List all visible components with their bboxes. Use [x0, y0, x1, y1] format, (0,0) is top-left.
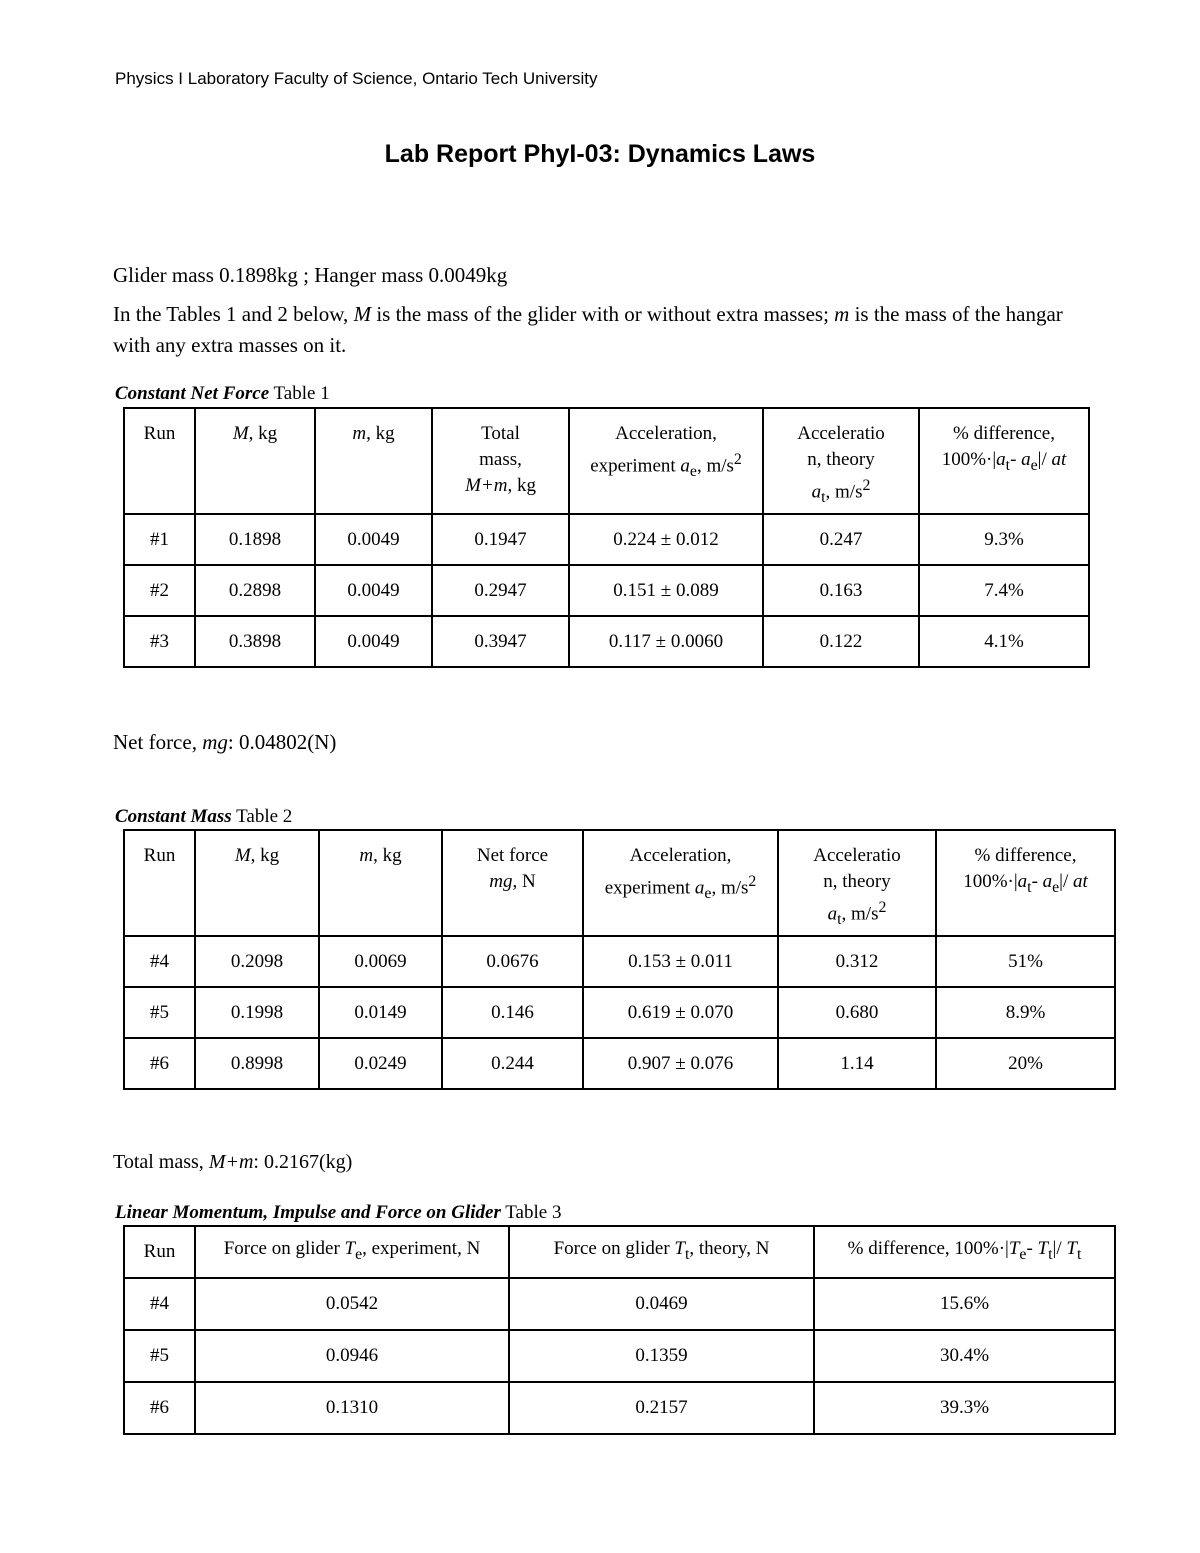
- cell-difference: 15.6%: [814, 1278, 1115, 1330]
- cell-acc-theory: 0.247: [763, 514, 919, 565]
- cell-m: 0.0049: [315, 616, 432, 667]
- cell-acc-exp: 0.151 ± 0.089: [569, 565, 763, 616]
- cell-difference: 8.9%: [936, 987, 1115, 1038]
- table2-caption-bold: Constant Mass: [115, 806, 232, 827]
- cell-M: 0.2898: [195, 565, 315, 616]
- intro-text-1: In the Tables 1 and 2 below,: [113, 302, 354, 326]
- table-row: [124, 1330, 1115, 1382]
- cell-difference: 51%: [936, 936, 1115, 987]
- net-force-line: Net force, mg: 0.04802(N): [113, 730, 337, 754]
- table2-header-m: m, kg: [319, 830, 442, 936]
- table-row: [124, 1278, 1115, 1330]
- cell-difference: 7.4%: [919, 565, 1089, 616]
- cell-net-force: 0.0676: [442, 936, 583, 987]
- table-row: [124, 1382, 1115, 1434]
- total-mass-var: M+m: [208, 1151, 254, 1173]
- intro-text-3: is the mass of the hangar with any extra masses on it.: [113, 302, 1063, 357]
- cell-m: 0.0149: [319, 987, 442, 1038]
- cell-acc-exp: 0.907 ± 0.076: [583, 1038, 778, 1089]
- cell-m: 0.0249: [319, 1038, 442, 1089]
- table2-caption-rest: Table 2: [231, 806, 293, 827]
- table2-constant-mass: [123, 829, 1116, 1090]
- table3-header-difference: % difference, $100\%\cdot|T_e-$ $T_t|/$ $T_t$: [814, 1226, 1115, 1278]
- cell-run: #6: [124, 1038, 195, 1089]
- cell-acc-theory: 0.122: [763, 616, 919, 667]
- table1-header-difference: % difference, $100\%\cdot|a_t-$ $a_e|/$ at: [919, 408, 1089, 514]
- cell-force-exp: 0.0542: [195, 1278, 509, 1330]
- table3-header-force-exp: Force on glider $T_e$, experiment, N: [195, 1226, 509, 1278]
- cell-difference: 30.4%: [814, 1330, 1115, 1382]
- table3-caption-bold: Linear Momentum, Impulse and Force on Glider: [115, 1202, 501, 1223]
- table2-caption: [115, 806, 292, 828]
- table2-header-M: M, kg: [195, 830, 319, 936]
- table1-header-M: M, kg: [195, 408, 315, 514]
- total-mass-line: Total mass, M+m: 0.2167(kg): [113, 1151, 353, 1173]
- table1-constant-net-force: [123, 407, 1090, 668]
- cell-acc-theory: 0.163: [763, 565, 919, 616]
- cell-acc-theory: 1.14: [778, 1038, 936, 1089]
- table1-caption-bold: Constant Net Force: [115, 383, 270, 404]
- table2-header-run: Run: [124, 830, 195, 936]
- cell-force-theory: 0.1359: [509, 1330, 814, 1382]
- table1-header-acc-exp: Acceleration, experiment $a_e$, $m/s^2$: [569, 408, 763, 514]
- cell-acc-exp: 0.224 ± 0.012: [569, 514, 763, 565]
- page-header: Physics I Laboratory Faculty of Science, Ontario Tech University: [115, 69, 598, 88]
- intro-var-M: M: [353, 302, 372, 326]
- masses-line: Glider mass 0.1898kg ; Hanger mass 0.0049kg: [113, 263, 508, 287]
- table2-header-acc-theory: Acceleratio n, theory $a_t$, $m/s^2$: [778, 830, 936, 936]
- cell-acc-theory: 0.312: [778, 936, 936, 987]
- table-row: [124, 1038, 1115, 1089]
- cell-total-mass: 0.2947: [432, 565, 569, 616]
- cell-force-theory: 0.2157: [509, 1382, 814, 1434]
- cell-run: #3: [124, 616, 195, 667]
- cell-run: #2: [124, 565, 195, 616]
- cell-force-exp: 0.1310: [195, 1382, 509, 1434]
- table3-linear-momentum: [123, 1225, 1116, 1435]
- cell-M: 0.1898: [195, 514, 315, 565]
- table1-header-row: [124, 408, 1089, 514]
- cell-difference: 20%: [936, 1038, 1115, 1089]
- table3-header-force-theory: Force on glider $T_t$, theory, N: [509, 1226, 814, 1278]
- table1-header-m: m, kg: [315, 408, 432, 514]
- table2-header-net-force: Net force mg, N: [442, 830, 583, 936]
- table2-header-difference: % difference, $100\%\cdot|a_t-$ $a_e|/$ at: [936, 830, 1115, 936]
- cell-run: #5: [124, 1330, 195, 1382]
- cell-net-force: 0.146: [442, 987, 583, 1038]
- table-row: [124, 565, 1089, 616]
- cell-acc-exp: 0.117 ± 0.0060: [569, 616, 763, 667]
- cell-difference: 4.1%: [919, 616, 1089, 667]
- table3-header-run: Run: [124, 1226, 195, 1278]
- cell-M: 0.8998: [195, 1038, 319, 1089]
- cell-run: #5: [124, 987, 195, 1038]
- net-force-var: mg: [202, 730, 228, 754]
- table-row: [124, 987, 1115, 1038]
- cell-acc-exp: 0.619 ± 0.070: [583, 987, 778, 1038]
- cell-total-mass: 0.3947: [432, 616, 569, 667]
- table-row: [124, 616, 1089, 667]
- cell-M: 0.2098: [195, 936, 319, 987]
- cell-run: #4: [124, 936, 195, 987]
- table1-header-run: Run: [124, 408, 195, 514]
- table2-header-row: [124, 830, 1115, 936]
- table3-caption-rest: Table 3: [500, 1202, 562, 1223]
- cell-difference: 39.3%: [814, 1382, 1115, 1434]
- table-row: [124, 514, 1089, 565]
- cell-total-mass: 0.1947: [432, 514, 569, 565]
- cell-difference: 9.3%: [919, 514, 1089, 565]
- table1-header-total-mass: Total mass, M+m, kg: [432, 408, 569, 514]
- cell-run: #4: [124, 1278, 195, 1330]
- cell-force-exp: 0.0946: [195, 1330, 509, 1382]
- table1-caption-rest: Table 1: [269, 383, 330, 404]
- table3-header-row: [124, 1226, 1115, 1278]
- cell-run: #6: [124, 1382, 195, 1434]
- intro-paragraph: [113, 299, 1093, 361]
- cell-m: 0.0049: [315, 565, 432, 616]
- intro-var-m: m: [834, 302, 850, 326]
- cell-acc-exp: 0.153 ± 0.011: [583, 936, 778, 987]
- cell-M: 0.1998: [195, 987, 319, 1038]
- cell-net-force: 0.244: [442, 1038, 583, 1089]
- cell-M: 0.3898: [195, 616, 315, 667]
- table1-caption: [115, 383, 330, 405]
- page-title: Lab Report PhyI-03: Dynamics Laws: [384, 140, 816, 168]
- table2-header-acc-exp: Acceleration, experiment $a_e$, $m/s^2$: [583, 830, 778, 936]
- table-row: [124, 936, 1115, 987]
- cell-acc-theory: 0.680: [778, 987, 936, 1038]
- table3-caption: [115, 1202, 561, 1224]
- cell-run: #1: [124, 514, 195, 565]
- cell-force-theory: 0.0469: [509, 1278, 814, 1330]
- cell-m: 0.0069: [319, 936, 442, 987]
- intro-text-2: is the mass of the glider with or without extra masses;: [371, 302, 835, 326]
- table1-header-acc-theory: Acceleratio n, theory $a_t$, $m/s^2$: [763, 408, 919, 514]
- cell-m: 0.0049: [315, 514, 432, 565]
